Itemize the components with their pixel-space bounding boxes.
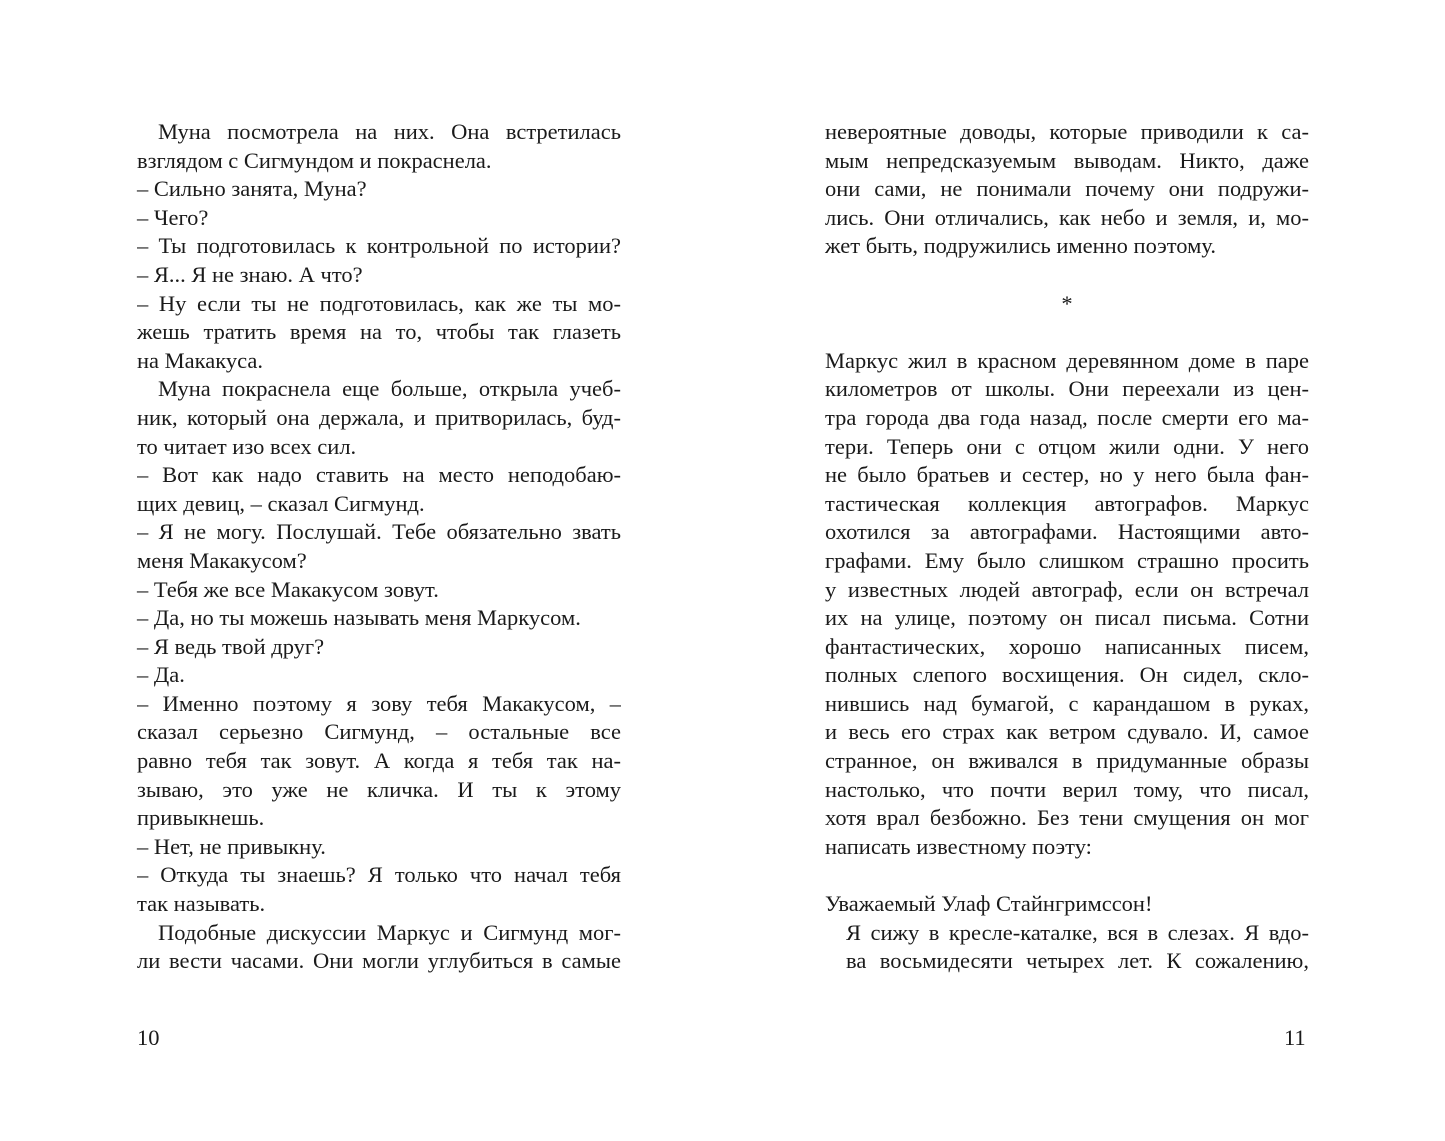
text-line: меня Макакусом?: [137, 547, 307, 573]
text-line: невероятные доводы, которые приводили к са-: [825, 119, 1309, 144]
text-line: Муна покраснела еще больше, открыла учеб-: [158, 376, 621, 402]
text-line: привыкнешь.: [137, 805, 265, 831]
text-line: хотя врал безбожно. Без тени смущения он мог: [825, 805, 1309, 831]
text-line: жет быть, подружились именно поэтому.: [825, 233, 1216, 259]
text-line: тастическая коллекция автографов. Маркус: [825, 490, 1309, 516]
text-line: графами. Ему было слишком страшно просить: [825, 547, 1309, 573]
text-line: – Я не могу. Послушай. Тебе обязательно звать: [137, 519, 621, 545]
text-line: тра города два года назад, после смерти его ма-: [825, 404, 1309, 430]
text-line: мым непредсказуемым выводам. Никто, даже: [825, 147, 1309, 173]
text-line: – Вот как надо ставить на место неподобаю-: [137, 462, 621, 488]
text-line: тери. Теперь они с отцом жили одни. У него: [825, 433, 1309, 459]
page-number-right: 11: [1284, 1025, 1306, 1050]
text-line: Я сижу в кресле-каталке, вся в слезах. Я вдо-: [846, 919, 1309, 945]
right-page: [825, 118, 1309, 976]
text-line: зываю, это уже не кличка. И ты к этому: [137, 776, 621, 802]
text-line: у известных людей автограф, если он встречал: [825, 576, 1309, 602]
section-gap: [825, 861, 1309, 890]
text-line: настолько, что почти верил тому, что писал,: [825, 776, 1309, 802]
text-line: нившись над бумагой, с карандашом в руках,: [825, 690, 1309, 716]
text-line: ник, который она держала, и притворилась, буд-: [137, 404, 621, 430]
text-line: Подобные дискуссии Маркус и Сигмунд мог-: [158, 919, 621, 945]
text-line: Муна посмотрела на них. Она встретилась: [158, 119, 621, 144]
text-line: так называть.: [137, 891, 266, 917]
text-line: равно тебя так зовут. А когда я тебя так на-: [137, 748, 621, 774]
text-line: то читает изо всех сил.: [137, 433, 357, 459]
text-line: – Тебя же все Макакусом зовут.: [137, 576, 439, 602]
text-line: – Ну если ты не подготовилась, как же ты мо-: [137, 290, 621, 316]
text-line: – Я ведь твой друг?: [137, 633, 325, 659]
text-line: – Да, но ты можешь называть меня Маркусом.: [137, 605, 581, 631]
text-line: Уважаемый Улаф Стайнгримссон!: [825, 891, 1153, 917]
text-line: щих девиц, – сказал Сигмунд.: [137, 490, 425, 516]
section-separator: *: [1061, 290, 1073, 316]
text-line: фантастических, хорошо написанных писем,: [825, 633, 1309, 659]
left-page: [137, 118, 621, 976]
text-line: – Да.: [137, 662, 185, 688]
text-line: – Сильно занята, Муна?: [137, 176, 367, 202]
text-line: ли вести часами. Они могли углубиться в самые: [137, 948, 621, 974]
text-line: написать известному поэту:: [825, 833, 1092, 859]
text-line: взглядом с Сигмундом и покраснела.: [137, 147, 492, 173]
text-line: полных слепого восхищения. Он сидел, скло-: [825, 662, 1309, 688]
text-line: – Ты подготовилась к контрольной по истории?: [137, 233, 621, 259]
text-line: – Откуда ты знаешь? Я только что начал тебя: [137, 862, 621, 888]
page-number-left: 10: [137, 1025, 160, 1050]
text-line: Маркус жил в красном деревянном доме в паре: [825, 347, 1309, 373]
text-line: не было братьев и сестер, но у него была фан-: [825, 462, 1309, 488]
text-line: – Я... Я не знаю. А что?: [137, 261, 363, 287]
text-line: они сами, не понимали почему они подружи-: [825, 176, 1309, 202]
text-line: – Именно поэтому я зову тебя Макакусом, –: [137, 690, 621, 716]
text-line: – Нет, не привыкну.: [137, 833, 326, 859]
section-gap: [825, 261, 1309, 290]
text-line: на Макакуса.: [137, 347, 263, 373]
text-line: километров от школы. Они переехали из цен-: [825, 376, 1309, 402]
text-line: и весь его страх как ветром сдувало. И, самое: [825, 719, 1309, 745]
text-line: ва восьмидесяти четырех лет. К сожалению,: [846, 948, 1309, 974]
section-gap: [825, 318, 1309, 347]
text-line: жешь тратить время на то, чтобы так глазеть: [137, 319, 621, 345]
text-line: сказал серьезно Сигмунд, – остальные все: [137, 719, 621, 745]
text-line: лись. Они отличались, как небо и земля, и, мо-: [825, 204, 1309, 230]
text-line: – Чего?: [137, 204, 209, 230]
text-line: их на улице, поэтому он писал письма. Сотни: [825, 605, 1309, 631]
text-line: странное, он вживался в придуманные образы: [825, 748, 1309, 774]
text-line: охотился за автографами. Настоящими авто-: [825, 519, 1309, 545]
